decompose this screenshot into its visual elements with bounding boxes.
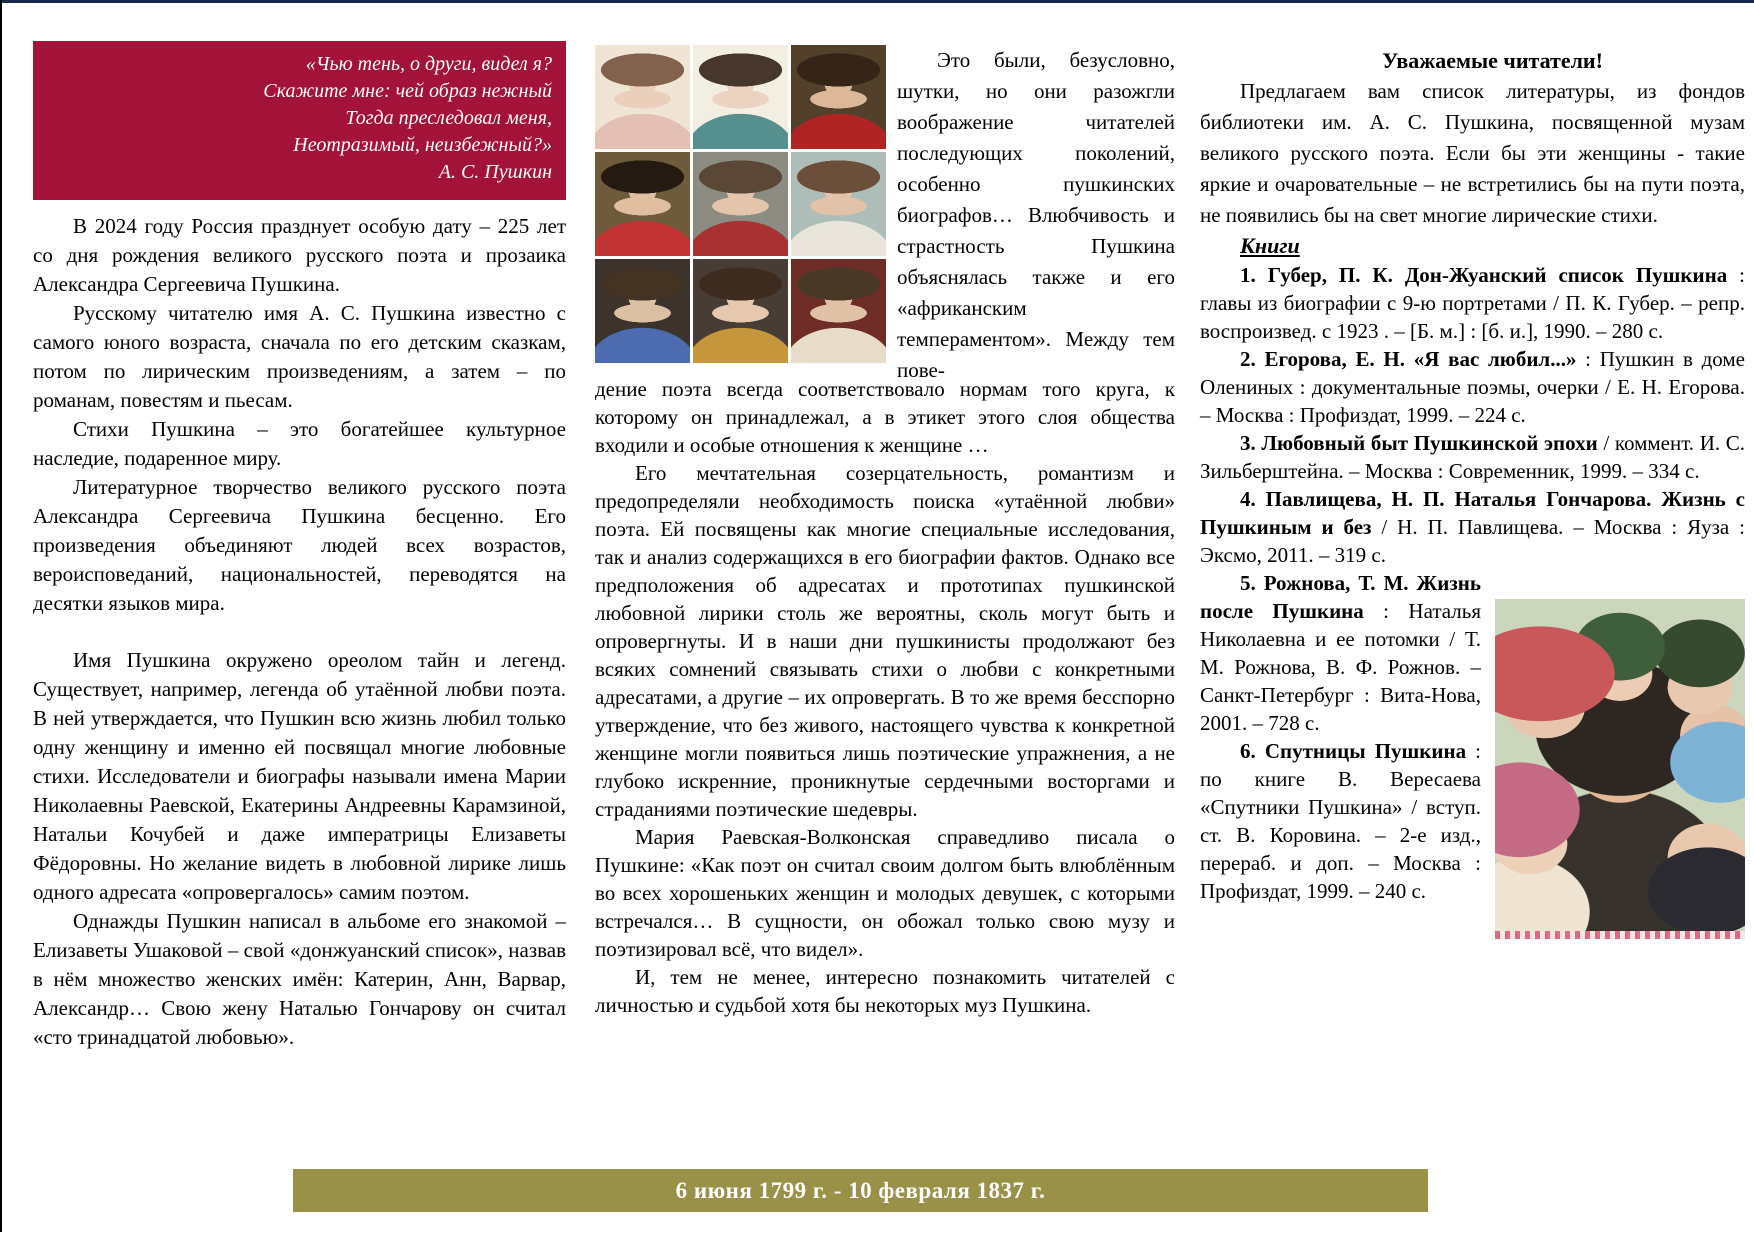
dates-banner <box>293 1169 1428 1212</box>
readers-heading: Уважаемые читатели! <box>1382 48 1603 73</box>
portrait-lady-teal-dress-feathers <box>693 45 788 149</box>
paragraph: Это были, безусловно, шутки, но они разожгли воображение читателей последующих поколений, особенно пушкинских биографов… Влюбчивость и страстность Пушкина объяснялась также и его «африканским темпераментом». Между тем пове- <box>897 48 1175 382</box>
top-rule <box>0 0 1754 3</box>
paragraph: Имя Пушкина окружено ореолом тайн и легенд. Существует, например, легенда об утаённой любви поэта. В ней утверждается, что Пушкин всю жизнь любил только одну женщину и именно ей посвящал многие любовные стихи. Исследователи и биографы называли имена Марии Николаевны Раевской, Екатерины Андреевны Карамзиной, Натальи Кочубей и даже императрицы Елизаветы Фёдоровны. Но желание видеть в любовной лирике лишь одного адресата «опровергалось» самим поэтом. <box>33 648 566 904</box>
portrait-lady-white-blue-sash <box>791 152 886 256</box>
book-details: : Наталья Николаевна и ее потомки / Т. М. Рожнова, В. Ф. Рожнов. – Санкт-Петербург : Вита-Нова, 2001. – 728 с. <box>1200 599 1481 735</box>
paragraph: И, тем не менее, интересно познакомить читателей с личностью и судьбой хотя бы некоторых муз Пушкина. <box>595 965 1175 1017</box>
paragraph: дение поэта всегда соответствовало нормам того круга, к которому он принадлежал, а в этикет этого слоя общества входили и особые отношения к женщине … <box>595 377 1175 457</box>
book-title: 1. Губер, П. К. Дон-Жуанский список Пушкина <box>1240 263 1728 287</box>
paragraph: Стихи Пушкина – это богатейшее культурное наследие, подаренное миру. <box>33 417 566 470</box>
portrait-lady-pink-watercolor <box>595 45 690 149</box>
portrait-lady-white-turban <box>791 259 886 363</box>
pushkin-quote-box <box>33 41 566 200</box>
left-rule <box>0 0 2 1232</box>
book-details: : главы из биографии с 9-ю портретами / П. К. Губер. – репр. воспроизвед. с 1923 . – [Б. м.] : [б. и.], 1990. – 280 с. <box>1200 263 1745 343</box>
quote-line: Тогда преследовал меня, <box>345 107 552 129</box>
quote-line: Неотразимый, неизбежный?» <box>293 134 552 156</box>
book-entry <box>1200 345 1745 429</box>
middle-column-body <box>595 375 1175 1019</box>
pushkin-collage-image <box>1495 599 1745 939</box>
book-title: 2. Егорова, Е. Н. «Я вас любил...» <box>1240 347 1577 371</box>
portrait-lady-red-veil <box>693 152 788 256</box>
book-title: 4. Павлищева, Н. П. Наталья Гончарова. Жизнь с Пушкиным и без <box>1200 487 1745 539</box>
book-entry <box>1200 429 1745 485</box>
quote-line: «Чью тень, о други, видел я? <box>305 53 552 75</box>
paragraph: Однажды Пушкин написал в альбоме его знакомой – Елизаветы Ушаковой – свой «донжуанский список», назвав в нём множество женских имён: Катерин, Анн, Варвар, Александр… Свою жену Наталью Гончарову он считал «сто тринадцатой любовью». <box>33 909 566 1049</box>
portrait-lady-blue-gown <box>595 259 690 363</box>
paragraph: Русскому читателю имя А. С. Пушкина известно с самого юного возраста, сначала по его детским сказкам, потом по лирическим произведениям, а затем – по романам, повестям и пьесам. <box>33 301 566 412</box>
book-details: : Пушкин в доме Олениных : документальные поэмы, очерки / Е. Н. Егорова. – Москва : Профиздат, 1999. – 224 с. <box>1200 347 1745 427</box>
right-column <box>1200 45 1745 945</box>
book-details: : по книге В. Вересаева «Спутники Пушкина» / вступ. ст. В. Коровина. – 2-е изд., перераб. и доп. – Москва : Профиздат, 1999. – 240 с. <box>1200 739 1482 903</box>
book-entry <box>1200 261 1745 345</box>
book-title: 6. Спутницы Пушкина <box>1240 739 1467 763</box>
paragraph: Литературное творчество великого русского поэта Александра Сергеевича Пушкина бесценно. Его произведения объединяют людей всех возрастов, вероисповеданий, национальностей, переводятся на десятки языков мира. <box>33 475 566 615</box>
portrait-grid <box>595 45 886 363</box>
portrait-lady-red-dress-dark <box>791 45 886 149</box>
paragraph: Его мечтательная созерцательность, романтизм и предопределяли необходимость поиска «утаённой любви» поэта. Ей посвящены как многие специальные исследования, так и анализ содержащихся в его биографии фактов. Однако все предположения об адресатах и прототипах пушкинской любовной лирики столь же вероятны, сколь могут быть и опровергнуты. И в наши дни пушкинисты продолжают без всяких сомнений связывать стихи о любви с конкретными адресатами, а другие – их опровергать. В то же время бесспорно утверждение, что без живого, настоящего чувства к конкретной женщине могли появиться лишь поэтические упражнения, а не глубоко искренние, проникнутые сердечными восторгами и страданиями поэтические шедевры. <box>595 461 1175 821</box>
portrait-lady-red-shawl <box>595 152 690 256</box>
middle-column-top-text <box>897 45 1175 386</box>
paragraph: В 2024 году Россия празднует особую дату – 225 лет со дня рождения великого русского поэта и прозаика Александра Сергеевича Пушкина. <box>33 214 566 296</box>
book-title: 3. Любовный быт Пушкинской эпохи <box>1240 431 1598 455</box>
books-section-heading: Книги <box>1240 233 1300 258</box>
paragraph: Мария Раевская-Волконская справедливо писала о Пушкине: «Как поэт он считал своим долгом быть влюблённым во всех хорошеньких женщин и молодых девушек, с которыми встречался… В сущности, он обожал только свою музу и поэтизировал всё, что видел». <box>595 825 1175 961</box>
book-title: 5. Рожнова, Т. М. Жизнь после Пушкина <box>1200 571 1481 623</box>
book-details: / коммент. И. С. Зильберштейна. – Москва : Современник, 1999. – 334 с. <box>1200 431 1746 483</box>
dates-banner-text: 6 июня 1799 г. - 10 февраля 1837 г. <box>675 1178 1046 1203</box>
left-column <box>33 212 566 1052</box>
quote-line: Скажите мне: чей образ нежный <box>263 80 552 102</box>
book-details: / Н. П. Павлищева. – Москва : Яуза : Эксмо, 2011. – 319 с. <box>1200 515 1745 567</box>
intro-paragraph: Предлагаем вам список литературы, из фондов библиотеки им. А. С. Пушкина, посвященной музам великого русского поэта. Если бы эти женщины - такие яркие и очаровательные – не встретились бы на пути поэта, не появились бы на свет многие лирические стихи. <box>1200 79 1745 227</box>
portrait-lady-gold-red <box>693 259 788 363</box>
quote-attribution: А. С. Пушкин <box>438 161 552 183</box>
book-entry <box>1200 485 1745 569</box>
